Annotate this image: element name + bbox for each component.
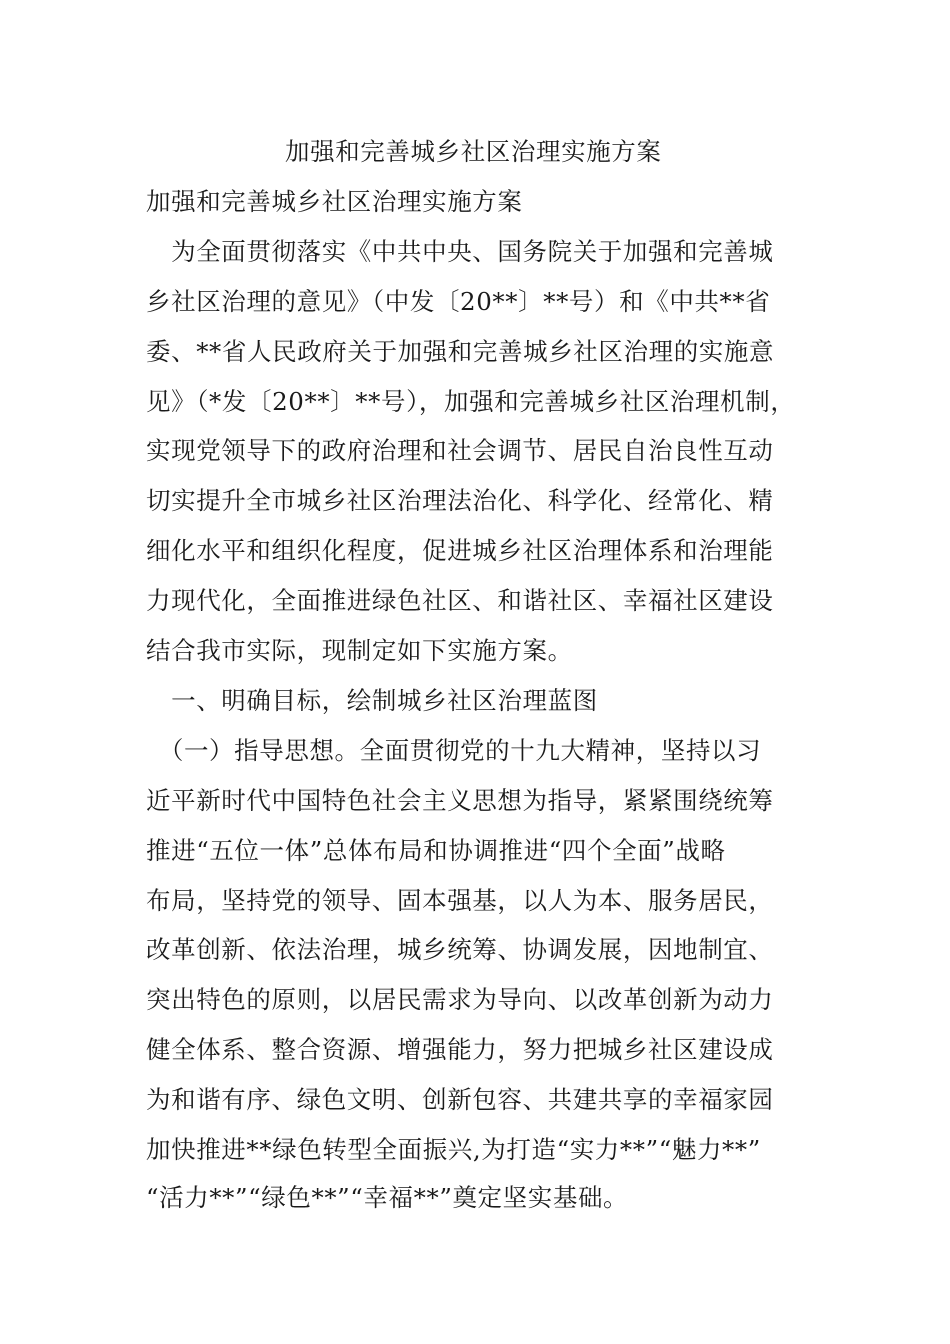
paragraph-line: 切实提升全市城乡社区治理法治化、科学化、经常化、精	[146, 486, 774, 515]
paragraph-line: 见》（*发〔20**〕**号），加强和完善城乡社区治理机制，	[146, 387, 796, 416]
paragraph-line: 突出特色的原则，以居民需求为导向、以改革创新为动力	[146, 985, 774, 1014]
paragraph-line: “活力**”“绿色**”“幸福**”奠定坚实基础。	[146, 1183, 629, 1212]
section-heading: 一、明确目标，绘制城乡社区治理蓝图	[146, 686, 598, 715]
paragraph-line: 细化水平和组织化程度，促进城乡社区治理体系和治理能	[146, 536, 774, 565]
paragraph-line: 健全体系、整合资源、增强能力，努力把城乡社区建设成	[146, 1035, 774, 1064]
paragraph-line: 近平新时代中国特色社会主义思想为指导，紧紧围绕统筹	[146, 786, 774, 815]
paragraph-line: 委、**省人民政府关于加强和完善城乡社区治理的实施意	[146, 337, 775, 366]
paragraph-line: 改革创新、依法治理，城乡统筹、协调发展，因地制宜、	[146, 935, 774, 964]
paragraph-line: 结合我市实际，现制定如下实施方案。	[146, 636, 573, 665]
paragraph-line: 加快推进**绿色转型全面振兴,为打造“实力**”“魅力**”	[146, 1135, 761, 1164]
paragraph-line: 乡社区治理的意见》（中发〔20**〕**号）和《中共**省	[146, 287, 771, 316]
paragraph-line: 为和谐有序、绿色文明、创新包容、共建共享的幸福家园	[146, 1085, 774, 1114]
subtitle-line: 加强和完善城乡社区治理实施方案	[146, 187, 523, 216]
paragraph-line: 为全面贯彻落实《中共中央、国务院关于加强和完善城	[146, 237, 774, 266]
paragraph-line: 布局，坚持党的领导、固本强基，以人为本、服务居民，	[146, 886, 774, 915]
paragraph-line: （一）指导思想。全面贯彻党的十九大精神，坚持以习	[146, 736, 762, 765]
paragraph-line: 实现党领导下的政府治理和社会调节、居民自治良性互动	[146, 436, 774, 465]
document-title: 加强和完善城乡社区治理实施方案	[285, 137, 662, 166]
paragraph-line: 推进“五位一体”总体布局和协调推进“四个全面”战略	[146, 836, 726, 865]
paragraph-line: 力现代化，全面推进绿色社区、和谐社区、幸福社区建设	[146, 586, 774, 615]
